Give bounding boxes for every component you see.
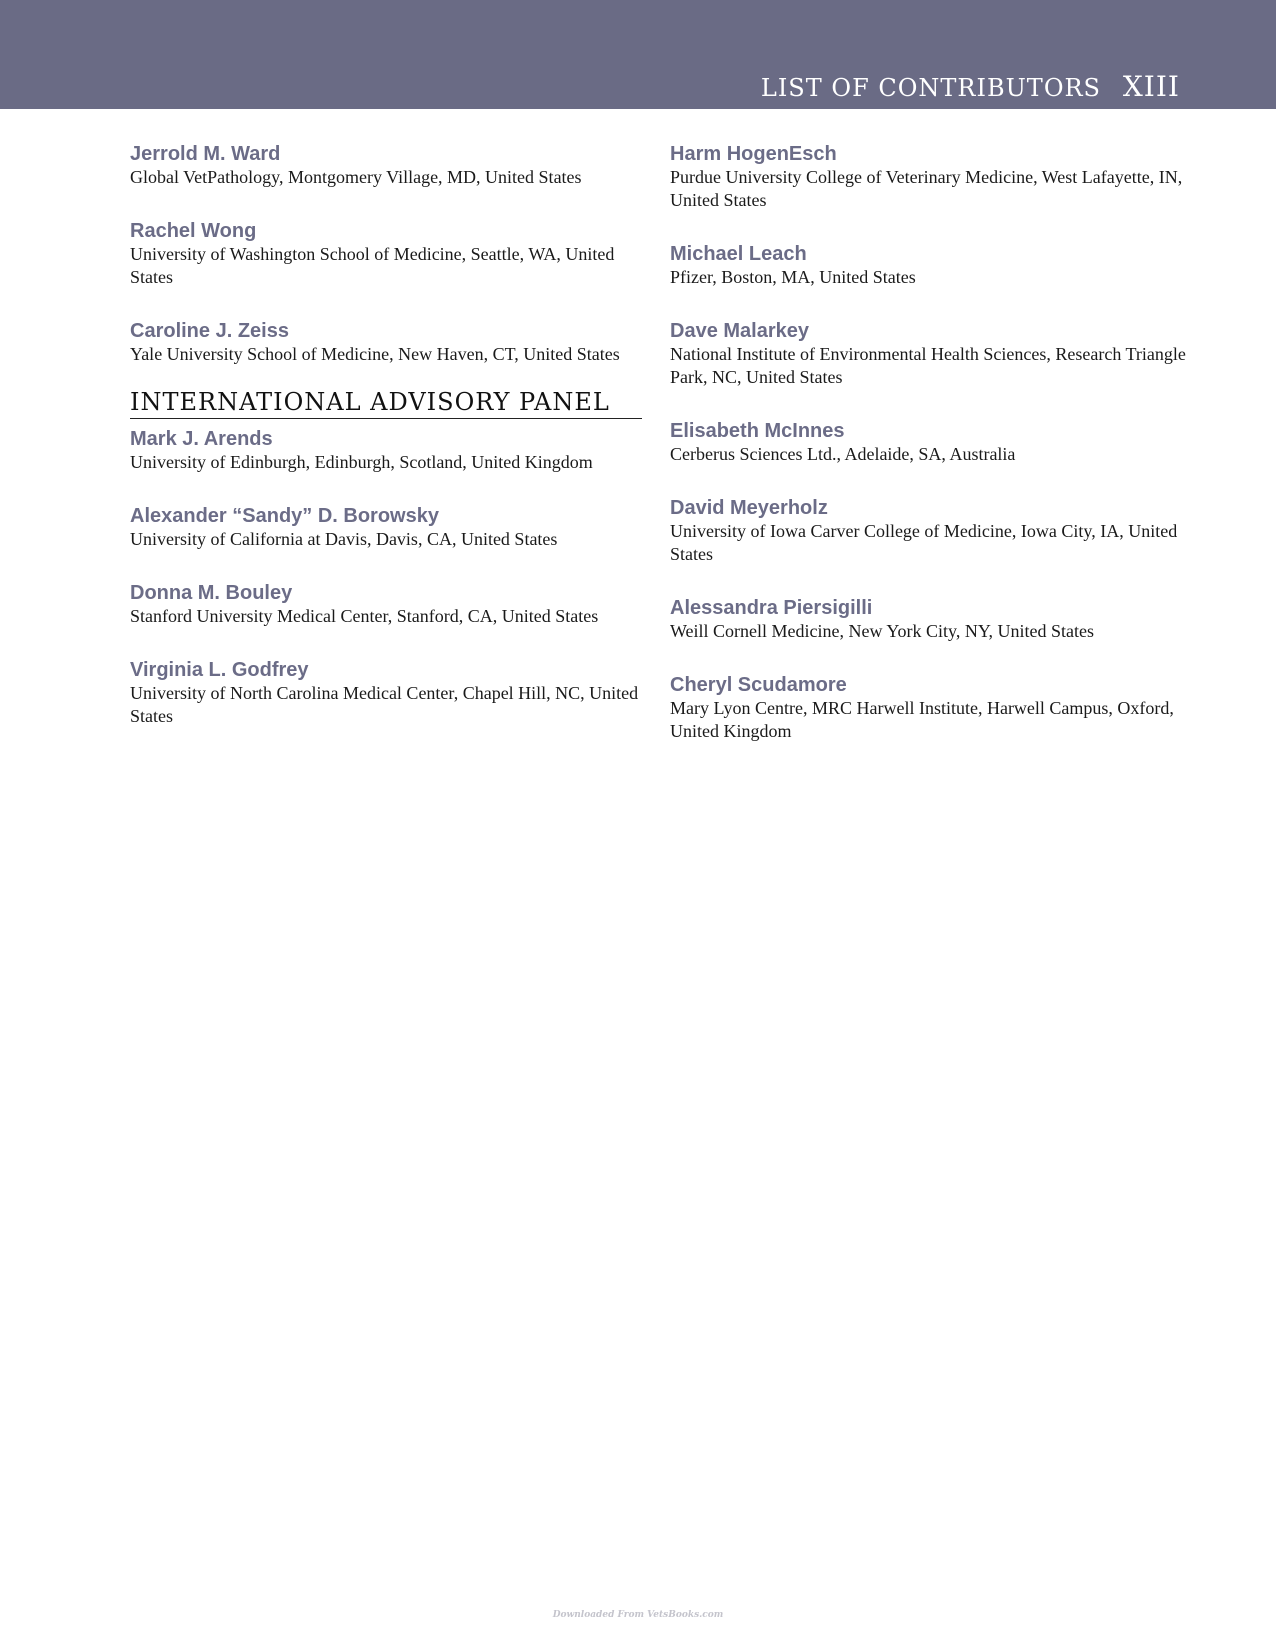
contributor-affiliation: Weill Cornell Medicine, New York City, NY, United States: [670, 621, 1095, 641]
contributor-name: Caroline J. Zeiss: [130, 320, 289, 342]
contributor-name: Cheryl Scudamore: [670, 674, 847, 696]
contributor-entry: [670, 242, 1190, 289]
contributor-affiliation: University of Iowa Carver College of Medicine, Iowa City, IA, United States: [670, 521, 1178, 564]
panel-entry: [130, 581, 642, 628]
contributor-name: Michael Leach: [670, 243, 807, 265]
contributor-affiliation: Yale University School of Medicine, New Haven, CT, United States: [130, 344, 620, 364]
contributor-entry: [670, 319, 1190, 389]
contributor-entry: [670, 419, 1190, 466]
running-head-title: LIST OF CONTRIBUTORS: [760, 74, 1101, 102]
contributor-affiliation: Global VetPathology, Montgomery Village, MD, United States: [130, 167, 582, 187]
contributor-affiliation: Stanford University Medical Center, Stanford, CA, United States: [130, 606, 599, 626]
contributor-name: Donna M. Bouley: [130, 582, 293, 604]
header-band: [0, 0, 1276, 109]
contributor-name: Jerrold M. Ward: [130, 143, 281, 165]
contributor-entry: [130, 142, 642, 189]
panel-entry: [130, 658, 642, 728]
download-watermark: Downloaded From VetsBooks.com: [552, 1610, 724, 1620]
contributor-affiliation: University of California at Davis, Davis, CA, United States: [130, 529, 558, 549]
contributor-affiliation: University of Edinburgh, Edinburgh, Scotland, United Kingdom: [130, 452, 593, 472]
contributor-entry: [670, 596, 1190, 643]
contributor-name: Rachel Wong: [130, 220, 257, 242]
contributor-entry: [130, 219, 642, 289]
contributor-affiliation: Purdue University College of Veterinary Medicine, West Lafayette, IN, United States: [670, 167, 1183, 210]
contributor-name: Mark J. Arends: [130, 428, 273, 450]
panel-entry: [130, 427, 642, 474]
contributor-affiliation: University of Washington School of Medicine, Seattle, WA, United States: [130, 244, 615, 287]
contributor-entry: [670, 673, 1190, 743]
left-column: [130, 142, 642, 758]
contributor-affiliation: University of North Carolina Medical Center, Chapel Hill, NC, United States: [130, 683, 639, 726]
contributor-name: Dave Malarkey: [670, 320, 809, 342]
contributor-affiliation: Pfizer, Boston, MA, United States: [670, 267, 916, 287]
contributor-affiliation: Cerberus Sciences Ltd., Adelaide, SA, Australia: [670, 444, 1016, 464]
right-column: [670, 142, 1190, 773]
contributor-entry: [130, 319, 642, 366]
contributor-name: Elisabeth McInnes: [670, 420, 845, 442]
contributor-affiliation: Mary Lyon Centre, MRC Harwell Institute, Harwell Campus, Oxford, United Kingdom: [670, 698, 1174, 741]
contributor-name: Virginia L. Godfrey: [130, 659, 309, 681]
contributor-name: Harm HogenEsch: [670, 143, 837, 165]
contributor-name: Alessandra Piersigilli: [670, 597, 873, 619]
contributor-entry: [670, 496, 1190, 566]
contributor-name: Alexander “Sandy” D. Borowsky: [130, 505, 439, 527]
contributor-affiliation: National Institute of Environmental Health Sciences, Research Triangle Park, NC, United States: [670, 344, 1186, 387]
contributor-entry: [670, 142, 1190, 212]
panel-entry: [130, 504, 642, 551]
section-title: INTERNATIONAL ADVISORY PANEL: [130, 388, 642, 419]
contributor-name: David Meyerholz: [670, 497, 828, 519]
page-number: XIII: [1122, 70, 1180, 103]
